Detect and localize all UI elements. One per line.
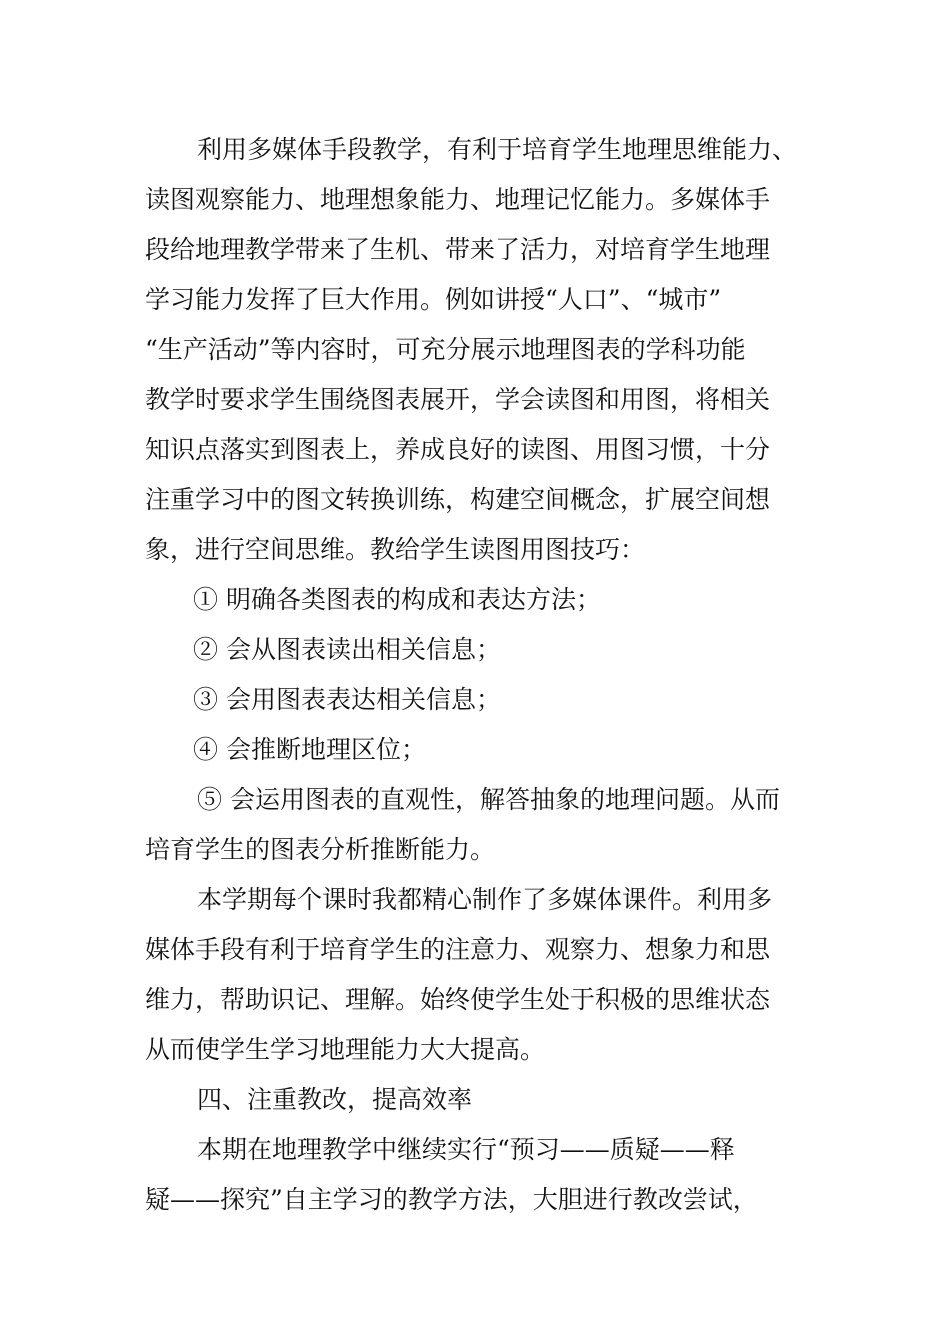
paragraph-line: 读图观察能力、地理想象能力、地理记忆能力。多媒体手 (145, 185, 771, 214)
paragraph-line: 本学期每个课时我都精心制作了多媒体课件。利用多 (197, 885, 773, 914)
paragraph-line: 媒体手段有利于培育学生的注意力、观察力、想象力和思 (145, 935, 771, 964)
paragraph-line: 段给地理教学带来了生机、带来了活力，对培育学生地理 (145, 235, 771, 264)
paragraph-line: 疑——探究”自主学习的教学方法，大胆进行教改尝试， (145, 1185, 758, 1214)
paragraph-line: 教学时要求学生围绕图表展开，学会读图和用图，将相关 (145, 385, 771, 414)
list-item: ① 明确各类图表的构成和表达方法； (193, 585, 601, 614)
list-item: ③ 会用图表表达相关信息； (193, 685, 501, 714)
document-body (145, 125, 825, 1225)
list-item: ② 会从图表读出相关信息； (193, 635, 501, 664)
paragraph-line: 利用多媒体手段教学，有利于培育学生地理思维能力、 (197, 135, 798, 164)
paragraph-line: 从而使学生学习地理能力大大提高。 (145, 1035, 546, 1064)
paragraph-line: 象，进行空间思维。教给学生读图用图技巧： (145, 535, 646, 564)
paragraph-line: “生产活动”等内容时，可充分展示地理图表的学科功能 (145, 335, 746, 364)
list-item: ⑤ 会运用图表的直观性，解答抽象的地理问题。从而 (197, 785, 780, 814)
paragraph-line: 知识点落实到图表上，养成良好的读图、用图习惯，十分 (145, 435, 771, 464)
paragraph-line: 维力，帮助识记、理解。始终使学生处于积极的思维状态 (145, 985, 771, 1014)
paragraph-line: 本期在地理教学中继续实行“预习——质疑——释 (197, 1135, 735, 1164)
paragraph-line: 注重学习中的图文转换训练，构建空间概念，扩展空间想 (145, 485, 771, 514)
paragraph-line: 培育学生的图表分析推断能力。 (145, 835, 496, 864)
paragraph-line: 学习能力发挥了巨大作用。例如讲授“人口”、“城市” (145, 285, 722, 314)
list-item: ④ 会推断地理区位； (193, 735, 426, 764)
section-heading: 四、注重教改，提高效率 (197, 1085, 473, 1114)
